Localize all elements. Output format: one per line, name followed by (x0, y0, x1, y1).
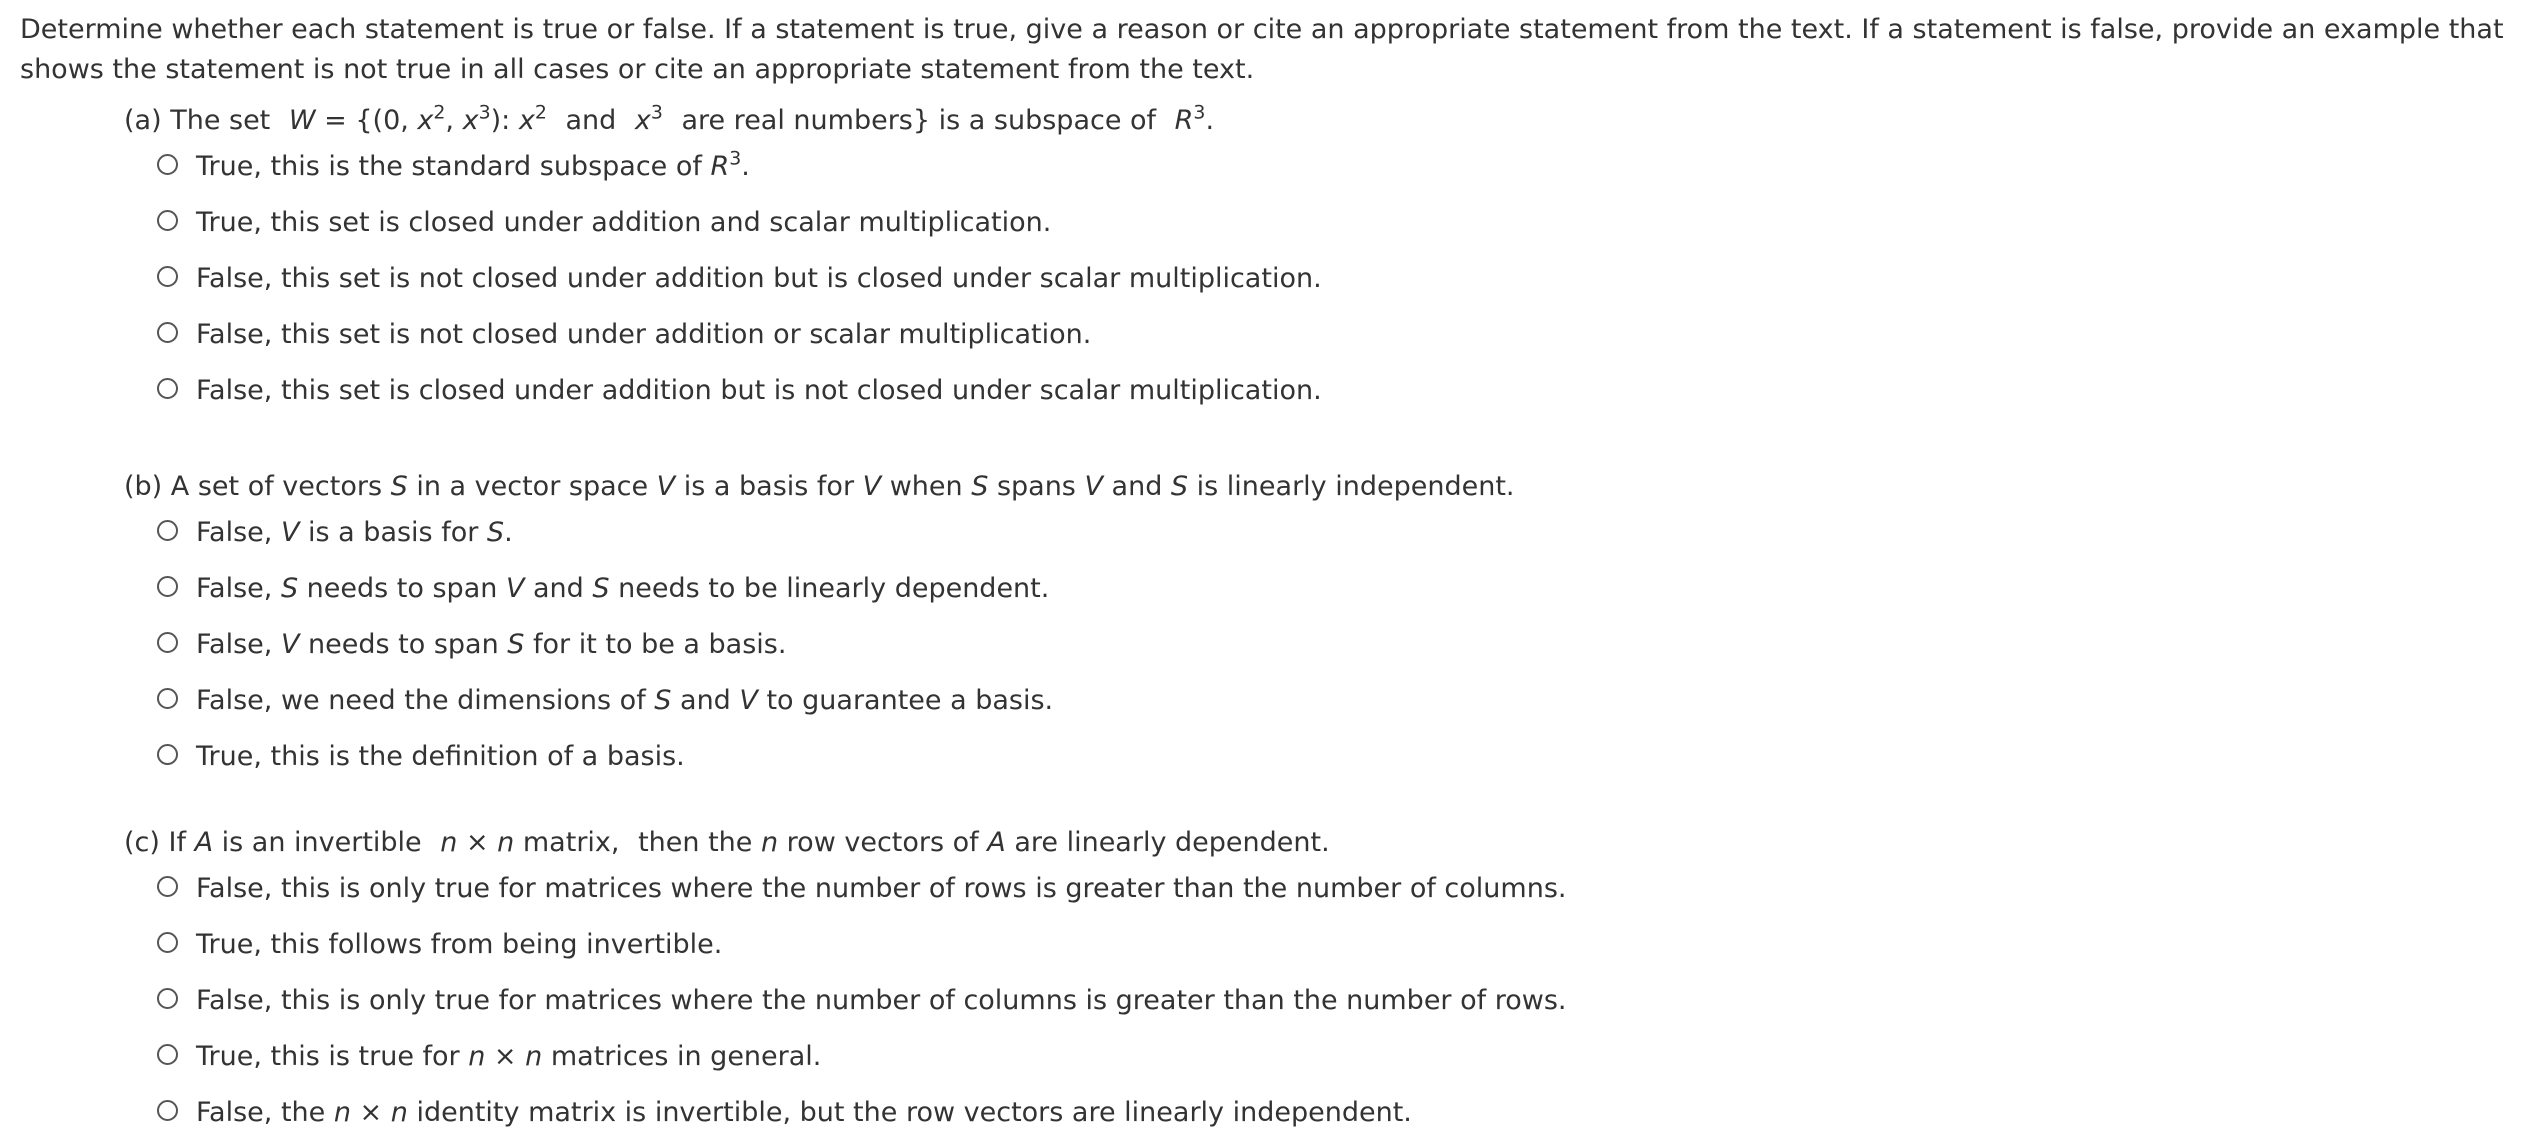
question-a-option-5[interactable] (124, 368, 1322, 424)
option-label: False, V is a basis for S. (196, 517, 513, 548)
option-label: True, this set is closed under addition and scalar multiplication. (196, 207, 1052, 238)
option-label: False, this set is closed under addition but is not closed under scalar multiplication. (196, 375, 1322, 406)
option-label: False, we need the dimensions of S and V to guarantee a basis. (196, 685, 1054, 716)
radio-button[interactable] (157, 322, 178, 343)
question-b-option-5[interactable] (124, 734, 1515, 790)
option-label: False, S needs to span V and S needs to be linearly dependent. (196, 573, 1050, 604)
radio-button[interactable] (157, 876, 178, 897)
question-c-option-4[interactable] (124, 1034, 1330, 1090)
question-c-stem: (c) If A is an invertible n × n matrix, then the n row vectors of A are linearly dependent. (124, 827, 1330, 858)
radio-button[interactable] (157, 210, 178, 231)
question-b-option-1[interactable] (124, 510, 1515, 566)
radio-button[interactable] (157, 520, 178, 541)
option-label: False, this set is not closed under addition or scalar multiplication. (196, 319, 1092, 350)
radio-button[interactable] (157, 266, 178, 287)
radio-button[interactable] (157, 1100, 178, 1121)
question-a-option-3[interactable] (124, 256, 1322, 312)
radio-button[interactable] (157, 632, 178, 653)
question-b-option-2[interactable] (124, 566, 1515, 622)
question-a-option-4[interactable] (124, 312, 1214, 368)
question-a-stem: (a) The set W = {(0, $x^2$, $x^3$): $x^2$ and $x^3$ are real numbers} is a subspace of $R^3$. (124, 101, 1215, 136)
instructions-text: Determine whether each statement is true or false. If a statement is true, give a reason or cite an appropriate statement from the text. If a statement is false, provide an example that shows the statement is not true in all cases or cite an appropriate statement from the text. (20, 14, 2504, 85)
question-a-option-2[interactable] (124, 200, 1214, 256)
option-label: True, this is the standard subspace of $R^3$. (196, 147, 750, 182)
question-c-option-2[interactable] (124, 922, 1330, 978)
question-b-option-3[interactable] (124, 622, 1515, 678)
question-b (124, 464, 1515, 790)
option-label: False, the n × n identity matrix is invertible, but the row vectors are linearly independent. (196, 1097, 1412, 1128)
radio-button[interactable] (157, 1044, 178, 1065)
option-label: True, this is the definition of a basis. (196, 741, 685, 772)
radio-button[interactable] (157, 932, 178, 953)
question-a (124, 98, 1322, 424)
question-c (124, 820, 1567, 1146)
radio-button[interactable] (157, 688, 178, 709)
radio-button[interactable] (157, 988, 178, 1009)
option-label: False, this set is not closed under addition but is closed under scalar multiplication. (196, 263, 1322, 294)
question-c-option-1[interactable] (124, 866, 1567, 922)
option-label: True, this follows from being invertible. (196, 929, 723, 960)
question-c-option-3[interactable] (124, 978, 1567, 1034)
radio-button[interactable] (157, 576, 178, 597)
option-label: False, this is only true for matrices where the number of rows is greater than the number of columns. (196, 873, 1567, 904)
question-c-option-5[interactable] (124, 1090, 1412, 1146)
radio-button[interactable] (157, 378, 178, 399)
option-label: False, V needs to span S for it to be a basis. (196, 629, 787, 660)
question-b-stem: (b) A set of vectors S in a vector space V is a basis for V when S spans V and S is linearly independent. (124, 471, 1515, 502)
question-b-option-4[interactable] (124, 678, 1515, 734)
question-a-option-1[interactable] (124, 144, 1214, 200)
option-label: False, this is only true for matrices where the number of columns is greater than the number of rows. (196, 985, 1567, 1016)
option-label: True, this is true for n × n matrices in general. (196, 1041, 822, 1072)
radio-button[interactable] (157, 154, 178, 175)
radio-button[interactable] (157, 744, 178, 765)
